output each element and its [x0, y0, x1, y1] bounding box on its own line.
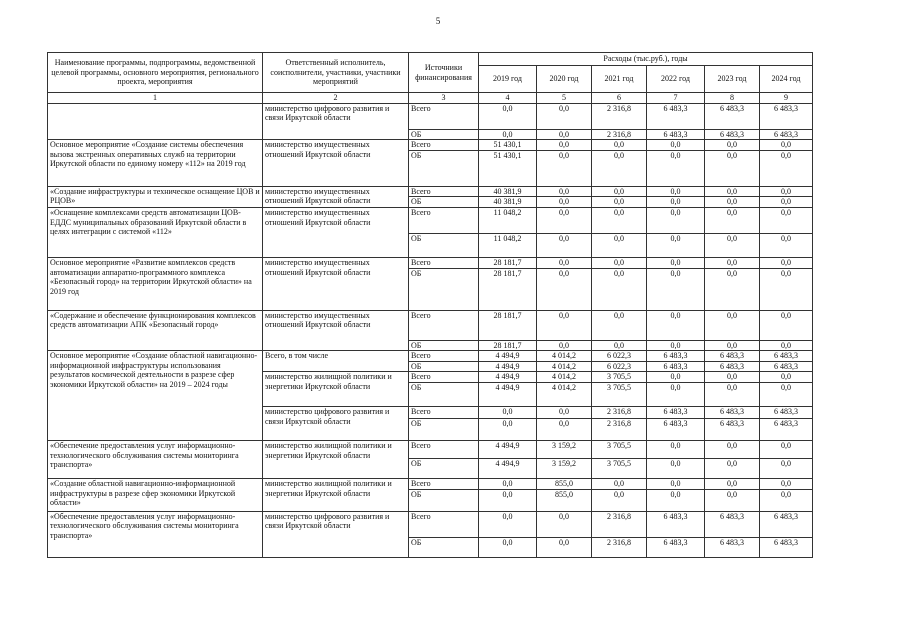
value-cell: 0,0 — [479, 478, 537, 489]
value-cell: 0,0 — [705, 340, 760, 351]
activity-name-cell: Основное мероприятие «Создание областной навигационно-информационной инфраструктуры использования результатов космической деятельности в разрезе сфер экономики Иркутской области» на 2019 – 2024 годы — [48, 351, 263, 441]
value-cell: 0,0 — [592, 207, 647, 233]
value-cell: 0,0 — [647, 257, 705, 268]
source-cell: Всего — [409, 310, 479, 340]
value-cell: 0,0 — [537, 186, 592, 197]
executor-cell: министерство имущественных отношений Иркутской области — [263, 186, 409, 207]
column-number: 7 — [647, 93, 705, 104]
value-cell: 0,0 — [479, 129, 537, 140]
value-cell: 6 483,3 — [647, 103, 705, 129]
value-cell: 2 316,8 — [592, 418, 647, 440]
column-number: 6 — [592, 93, 647, 104]
value-cell: 0,0 — [537, 511, 592, 537]
value-cell: 0,0 — [592, 197, 647, 208]
table-body — [48, 103, 813, 557]
value-cell: 6 483,3 — [705, 103, 760, 129]
source-cell: ОБ — [409, 418, 479, 440]
value-cell: 0,0 — [760, 440, 813, 458]
value-cell: 0,0 — [760, 310, 813, 340]
value-cell: 0,0 — [760, 372, 813, 383]
value-cell: 4 014,2 — [537, 372, 592, 383]
table-row — [48, 351, 813, 362]
executor-cell: министерство цифрового развития и связи Иркутской области — [263, 511, 409, 557]
executor-cell: министерство имущественных отношений Иркутской области — [263, 257, 409, 310]
value-cell: 0,0 — [479, 511, 537, 537]
value-cell: 0,0 — [537, 310, 592, 340]
value-cell: 0,0 — [479, 103, 537, 129]
value-cell: 0,0 — [537, 103, 592, 129]
value-cell: 6 483,3 — [647, 351, 705, 362]
value-cell: 3 159,2 — [537, 440, 592, 458]
value-cell: 0,0 — [760, 207, 813, 233]
value-cell: 40 381,9 — [479, 186, 537, 197]
value-cell: 11 048,2 — [479, 207, 537, 233]
column-number: 9 — [760, 93, 813, 104]
executor-cell: министерство жилищной политики и энергетики Иркутской области — [263, 440, 409, 478]
source-cell: ОБ — [409, 537, 479, 557]
value-cell: 0,0 — [760, 257, 813, 268]
value-cell: 6 483,3 — [647, 129, 705, 140]
value-cell: 0,0 — [479, 489, 537, 511]
source-cell: Всего — [409, 478, 479, 489]
value-cell: 0,0 — [760, 233, 813, 257]
activity-name-cell: «Создание инфраструктуры и техническое оснащение ЦОВ и РЦОВ» — [48, 186, 263, 207]
col-expenses-header: Расходы (тыс.руб.), годы — [479, 53, 813, 66]
table-row — [48, 511, 813, 537]
executor-cell: министерство имущественных отношений Иркутской области — [263, 310, 409, 351]
value-cell: 0,0 — [592, 478, 647, 489]
column-number: 1 — [48, 93, 263, 104]
table-row — [48, 440, 813, 458]
value-cell: 0,0 — [760, 382, 813, 406]
value-cell: 0,0 — [592, 268, 647, 310]
source-cell: ОБ — [409, 458, 479, 478]
value-cell: 0,0 — [647, 140, 705, 151]
value-cell: 51 430,1 — [479, 150, 537, 186]
value-cell: 0,0 — [479, 537, 537, 557]
year-header: 2020 год — [537, 66, 592, 93]
source-cell: ОБ — [409, 268, 479, 310]
source-cell: Всего — [409, 186, 479, 197]
value-cell: 0,0 — [705, 140, 760, 151]
value-cell: 0,0 — [705, 440, 760, 458]
value-cell: 0,0 — [537, 207, 592, 233]
value-cell: 0,0 — [705, 268, 760, 310]
value-cell: 0,0 — [592, 140, 647, 151]
value-cell: 0,0 — [537, 129, 592, 140]
value-cell: 6 483,3 — [705, 537, 760, 557]
col-executor-header: Ответственный исполнитель, соисполнители, участники, участники мероприятий — [263, 53, 409, 93]
column-number: 3 — [409, 93, 479, 104]
source-cell: ОБ — [409, 150, 479, 186]
source-cell: ОБ — [409, 129, 479, 140]
value-cell: 6 022,3 — [592, 361, 647, 372]
value-cell: 0,0 — [647, 440, 705, 458]
source-cell: ОБ — [409, 340, 479, 351]
value-cell: 4 014,2 — [537, 351, 592, 362]
value-cell: 0,0 — [647, 310, 705, 340]
value-cell: 0,0 — [647, 186, 705, 197]
value-cell: 28 181,7 — [479, 340, 537, 351]
year-header: 2022 год — [647, 66, 705, 93]
executor-cell: министерство имущественных отношений Иркутской области — [263, 207, 409, 257]
value-cell: 4 494,9 — [479, 372, 537, 383]
value-cell: 0,0 — [537, 140, 592, 151]
value-cell: 0,0 — [760, 197, 813, 208]
value-cell: 6 483,3 — [760, 351, 813, 362]
table-row — [48, 186, 813, 197]
value-cell: 0,0 — [537, 197, 592, 208]
activity-name-cell: «Содержание и обеспечение функционирования комплексов средств автоматизации АПК «Безопасный город» — [48, 310, 263, 351]
value-cell: 0,0 — [705, 489, 760, 511]
value-cell: 0,0 — [705, 257, 760, 268]
source-cell: ОБ — [409, 197, 479, 208]
source-cell: Всего — [409, 440, 479, 458]
value-cell: 0,0 — [705, 233, 760, 257]
value-cell: 6 483,3 — [705, 418, 760, 440]
executor-cell: Всего, в том числе — [263, 351, 409, 372]
executor-cell: министерство имущественных отношений Иркутской области — [263, 140, 409, 187]
value-cell: 0,0 — [705, 382, 760, 406]
value-cell: 0,0 — [479, 406, 537, 418]
value-cell: 0,0 — [760, 150, 813, 186]
source-cell: ОБ — [409, 233, 479, 257]
value-cell: 0,0 — [647, 268, 705, 310]
table-row — [48, 310, 813, 340]
value-cell: 6 483,3 — [705, 361, 760, 372]
value-cell: 6 483,3 — [760, 406, 813, 418]
value-cell: 0,0 — [705, 458, 760, 478]
value-cell: 6 483,3 — [760, 537, 813, 557]
value-cell: 0,0 — [592, 340, 647, 351]
source-cell: Всего — [409, 351, 479, 362]
year-header: 2023 год — [705, 66, 760, 93]
value-cell: 0,0 — [537, 537, 592, 557]
value-cell: 0,0 — [647, 150, 705, 186]
value-cell: 0,0 — [760, 489, 813, 511]
value-cell: 0,0 — [705, 150, 760, 186]
value-cell: 0,0 — [760, 458, 813, 478]
value-cell: 0,0 — [760, 268, 813, 310]
source-cell: Всего — [409, 406, 479, 418]
value-cell: 0,0 — [592, 310, 647, 340]
column-number: 2 — [263, 93, 409, 104]
executor-cell: министерство цифрового развития и связи Иркутской области — [263, 406, 409, 440]
value-cell: 0,0 — [537, 150, 592, 186]
value-cell: 0,0 — [647, 382, 705, 406]
value-cell: 4 494,9 — [479, 382, 537, 406]
value-cell: 0,0 — [760, 478, 813, 489]
value-cell: 3 705,5 — [592, 382, 647, 406]
value-cell: 28 181,7 — [479, 257, 537, 268]
activity-name-cell: «Обеспечение предоставления услуг информационно-технологического обслуживания системы мониторинга транспорта» — [48, 511, 263, 557]
column-number: 5 — [537, 93, 592, 104]
value-cell: 4 014,2 — [537, 382, 592, 406]
value-cell: 2 316,8 — [592, 537, 647, 557]
year-header: 2019 год — [479, 66, 537, 93]
source-cell: ОБ — [409, 489, 479, 511]
executor-cell: министерство жилищной политики и энергетики Иркутской области — [263, 478, 409, 511]
source-cell: Всего — [409, 511, 479, 537]
table-row — [48, 478, 813, 489]
value-cell: 0,0 — [647, 372, 705, 383]
value-cell: 0,0 — [592, 233, 647, 257]
value-cell: 6 483,3 — [647, 537, 705, 557]
value-cell: 0,0 — [592, 257, 647, 268]
value-cell: 3 159,2 — [537, 458, 592, 478]
value-cell: 4 494,9 — [479, 351, 537, 362]
value-cell: 0,0 — [760, 340, 813, 351]
value-cell: 0,0 — [537, 418, 592, 440]
value-cell: 4 494,9 — [479, 440, 537, 458]
value-cell: 3 705,5 — [592, 440, 647, 458]
value-cell: 0,0 — [537, 406, 592, 418]
table-row — [48, 207, 813, 233]
value-cell: 855,0 — [537, 489, 592, 511]
value-cell: 2 316,8 — [592, 129, 647, 140]
col-source-header: Источники финансирования — [409, 53, 479, 93]
activity-name-cell — [48, 103, 263, 140]
source-cell: Всего — [409, 372, 479, 383]
value-cell: 855,0 — [537, 478, 592, 489]
value-cell: 0,0 — [647, 489, 705, 511]
column-number: 8 — [705, 93, 760, 104]
value-cell: 2 316,8 — [592, 103, 647, 129]
value-cell: 6 022,3 — [592, 351, 647, 362]
value-cell: 6 483,3 — [705, 351, 760, 362]
value-cell: 3 705,5 — [592, 458, 647, 478]
value-cell: 0,0 — [705, 197, 760, 208]
value-cell: 0,0 — [705, 310, 760, 340]
value-cell: 6 483,3 — [760, 129, 813, 140]
value-cell: 3 705,5 — [592, 372, 647, 383]
value-cell: 4 494,9 — [479, 361, 537, 372]
value-cell: 6 483,3 — [705, 129, 760, 140]
year-header: 2024 год — [760, 66, 813, 93]
value-cell: 0,0 — [537, 233, 592, 257]
value-cell: 0,0 — [705, 478, 760, 489]
value-cell: 28 181,7 — [479, 310, 537, 340]
table-row — [48, 103, 813, 129]
value-cell: 0,0 — [647, 478, 705, 489]
value-cell: 0,0 — [592, 489, 647, 511]
activity-name-cell: Основное мероприятие «Развитие комплексов средств автоматизации аппаратно-программного комплекса «Безопасный город» на территории Иркутской области» на 2019 год — [48, 257, 263, 310]
value-cell: 0,0 — [647, 197, 705, 208]
value-cell: 0,0 — [705, 186, 760, 197]
col-name-header: Наименование программы, подпрограммы, ведомственной целевой программы, основного мероприятия, регионального проекта, мероприятия — [48, 53, 263, 93]
executor-cell: министерство цифрового развития и связи Иркутской области — [263, 103, 409, 140]
value-cell: 0,0 — [537, 268, 592, 310]
value-cell: 11 048,2 — [479, 233, 537, 257]
value-cell: 6 483,3 — [705, 511, 760, 537]
year-header: 2021 год — [592, 66, 647, 93]
source-cell: Всего — [409, 140, 479, 151]
page-number: 5 — [435, 16, 441, 26]
budget-table — [47, 52, 813, 558]
value-cell: 6 483,3 — [760, 103, 813, 129]
value-cell: 4 494,9 — [479, 458, 537, 478]
source-cell: ОБ — [409, 382, 479, 406]
value-cell: 0,0 — [592, 186, 647, 197]
value-cell: 0,0 — [592, 150, 647, 186]
value-cell: 2 316,8 — [592, 511, 647, 537]
value-cell: 6 483,3 — [647, 418, 705, 440]
value-cell: 0,0 — [705, 207, 760, 233]
column-number: 4 — [479, 93, 537, 104]
value-cell: 40 381,9 — [479, 197, 537, 208]
value-cell: 2 316,8 — [592, 406, 647, 418]
value-cell: 0,0 — [647, 340, 705, 351]
value-cell: 28 181,7 — [479, 268, 537, 310]
value-cell: 4 014,2 — [537, 361, 592, 372]
value-cell: 0,0 — [537, 340, 592, 351]
source-cell: Всего — [409, 207, 479, 233]
value-cell: 6 483,3 — [647, 511, 705, 537]
executor-cell: министерство жилищной политики и энергетики Иркутской области — [263, 372, 409, 407]
value-cell: 6 483,3 — [760, 511, 813, 537]
activity-name-cell: «Оснащение комплексами средств автоматизации ЦОВ-ЕДДС муниципальных образований Иркутской области в целях интеграции с системой «112» — [48, 207, 263, 257]
value-cell: 6 483,3 — [647, 361, 705, 372]
activity-name-cell: Основное мероприятие «Создание системы обеспечения вызова экстренных оперативных служб на территории Иркутской области по единому номеру «112» на 2019 год — [48, 140, 263, 187]
value-cell: 0,0 — [760, 140, 813, 151]
activity-name-cell: «Создание областной навигационно-информационной инфраструктуры в разрезе сфер экономики Иркутской области» — [48, 478, 263, 511]
value-cell: 0,0 — [479, 418, 537, 440]
value-cell: 6 483,3 — [760, 418, 813, 440]
value-cell: 6 483,3 — [705, 406, 760, 418]
value-cell: 0,0 — [537, 257, 592, 268]
value-cell: 0,0 — [760, 186, 813, 197]
value-cell: 0,0 — [705, 372, 760, 383]
value-cell: 6 483,3 — [647, 406, 705, 418]
value-cell: 51 430,1 — [479, 140, 537, 151]
value-cell: 0,0 — [647, 233, 705, 257]
source-cell: Всего — [409, 103, 479, 129]
value-cell: 0,0 — [647, 458, 705, 478]
source-cell: ОБ — [409, 361, 479, 372]
value-cell: 6 483,3 — [760, 361, 813, 372]
table-row — [48, 140, 813, 151]
source-cell: Всего — [409, 257, 479, 268]
table-row — [48, 257, 813, 268]
activity-name-cell: «Обеспечение предоставления услуг информационно-технологического обслуживания системы мониторинга транспорта» — [48, 440, 263, 478]
value-cell: 0,0 — [647, 207, 705, 233]
